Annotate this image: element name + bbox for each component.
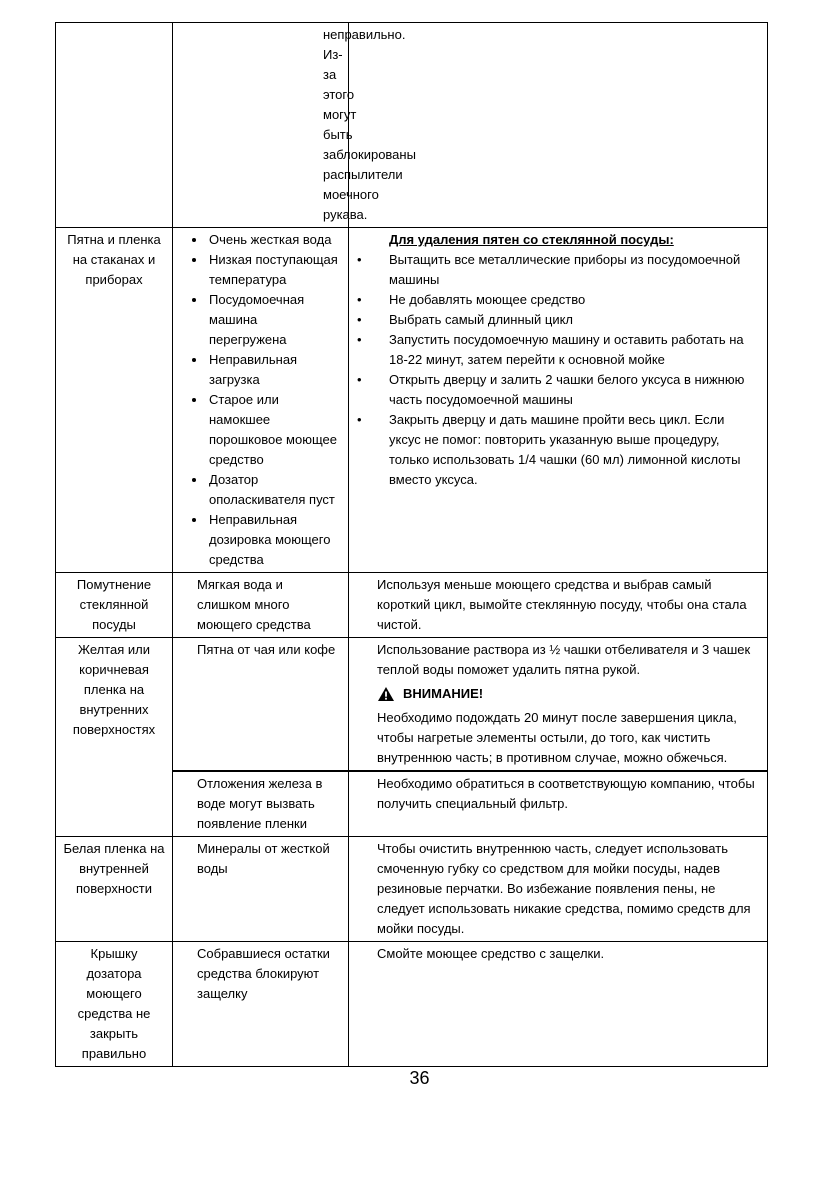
list-item: • Старое или намокшее порошковое моющее средство <box>207 390 338 470</box>
table-row <box>56 228 768 573</box>
solution-cell: Используя меньше моющего средства и выбрав самый короткий цикл, вымойте стеклянную посуду, чтобы она стала чистой. <box>349 573 768 638</box>
solution-cell <box>349 228 768 573</box>
list-item: • Неправильная дозировка моющего средства <box>207 510 338 570</box>
solution-cell <box>349 23 768 228</box>
problem-cell: Крышку дозатора моющего средства не закрыть правильно <box>56 942 173 1067</box>
page-number: 36 <box>409 1068 430 1088</box>
list-item: • Посудомоечная машина перегружена <box>207 290 338 350</box>
warning-heading <box>377 684 757 704</box>
warning-text: Необходимо подождать 20 минут после завершения цикла, чтобы нагретые элементы остыли, до того, как чистить внутреннюю часть; в противном случае, можно обжечься. <box>377 710 737 765</box>
cause-cell: Собравшиеся остатки средства блокируют защелку <box>173 942 349 1067</box>
solution-cell: Смойте моющее средство с защелки. <box>349 942 768 1067</box>
problem-cell: Желтая или коричневая пленка на внутренних поверхностях <box>56 638 173 837</box>
warning-label: ВНИМАНИЕ! <box>403 686 484 701</box>
problem-cell: Помутнение стеклянной посуды <box>56 573 173 638</box>
cause-cell: Мягкая вода и слишком много моющего средства <box>173 573 349 638</box>
solution-cell <box>349 638 768 772</box>
solution-cell: Чтобы очистить внутреннюю часть, следует использовать смоченную губку со средством для мойки посуды, надев резиновые перчатки. Во избежание появления пены, не следует использовать никакие средства, помимо средств для мойки посуды. <box>349 837 768 942</box>
table-row <box>56 23 768 228</box>
problem-cell <box>56 23 173 228</box>
list-item: • Неправильная загрузка <box>207 350 338 390</box>
troubleshooting-table <box>55 22 768 1067</box>
warning-triangle-icon <box>377 686 395 702</box>
cause-cell: Минералы от жесткой воды <box>173 837 349 942</box>
table-row <box>56 573 768 638</box>
list-item: • Дозатор ополаскивателя пуст <box>207 470 338 510</box>
list-item: • Запустить посудомоечную машину и оставить работать на 18-22 минут, затем перейти к основной мойке <box>357 330 757 370</box>
solution-heading: Для удаления пятен со стеклянной посуды: <box>389 232 674 247</box>
table-row <box>56 837 768 942</box>
list-item: • Низкая поступающая температура <box>207 250 338 290</box>
table-row <box>56 638 768 772</box>
list-item: • Закрыть дверцу и дать машине пройти весь цикл. Если уксус не помог: повторить указанную выше процедуру, только использовать 1/4 чашки (60 мл) лимонной кислоты вместо уксуса. <box>357 410 757 490</box>
cause-cell <box>173 23 416 228</box>
list-item: • Выбрать самый длинный цикл <box>357 310 757 330</box>
list-item: • Очень жесткая вода <box>207 230 338 250</box>
solution-steps <box>357 250 757 490</box>
solution-cell: Необходимо обратиться в соответствующую компанию, чтобы получить специальный фильтр. <box>349 771 768 837</box>
cause-list <box>181 230 338 570</box>
list-item: • Открыть дверцу и залить 2 чашки белого уксуса в нижнюю часть посудомоечной машины <box>357 370 757 410</box>
problem-cell: Пятна и пленка на стаканах и приборах <box>56 228 173 573</box>
cause-cell: Пятна от чая или кофе <box>173 638 349 772</box>
cause-cell: Отложения железа в воде могут вызвать появление пленки <box>173 771 349 837</box>
problem-cell: Белая пленка на внутренней поверхности <box>56 837 173 942</box>
list-item: • Не добавлять моющее средство <box>357 290 757 310</box>
cause-text: неправильно. Из-за этого могут быть заблокированы распылители моечного рукава. <box>323 27 416 222</box>
table-row <box>56 942 768 1067</box>
solution-text: Использование раствора из ½ чашки отбеливателя и 3 чашек теплой воды поможет удалить пятна рукой. <box>377 642 751 677</box>
cause-cell <box>173 228 349 573</box>
list-item: • Вытащить все металлические приборы из посудомоечной машины <box>357 250 757 290</box>
